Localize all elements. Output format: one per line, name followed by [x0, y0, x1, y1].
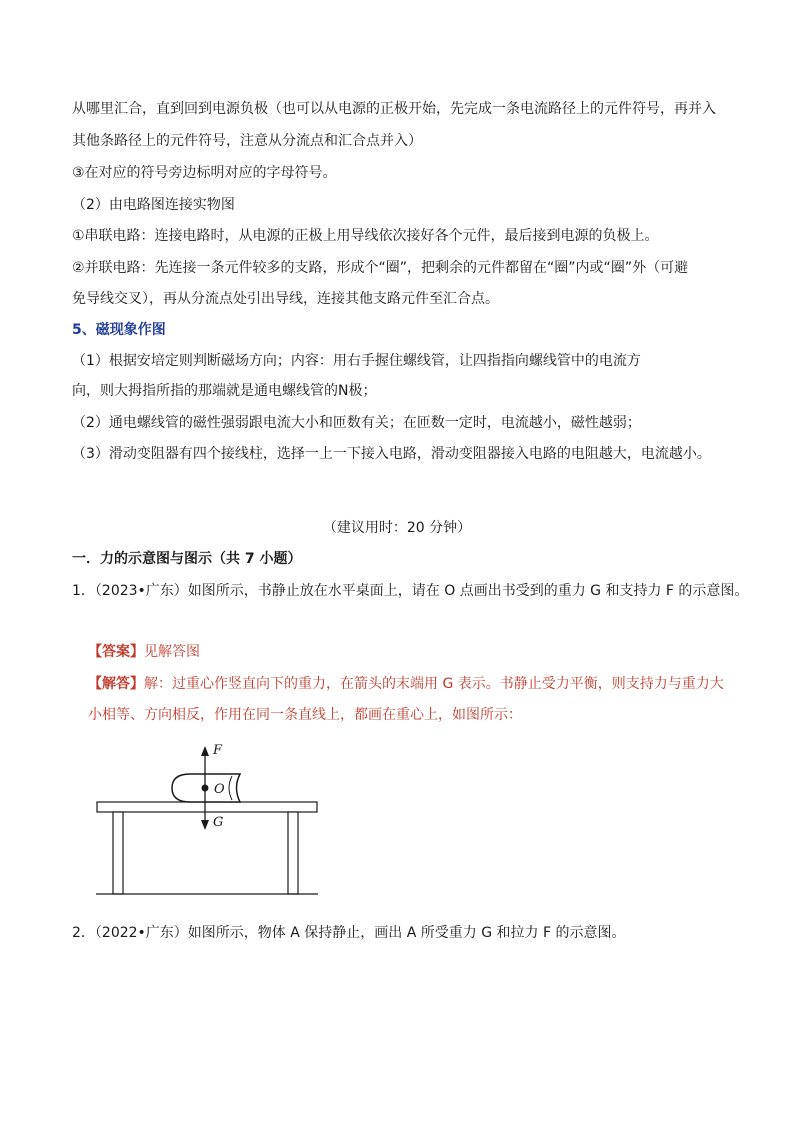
text-line-7: 免导线交叉），再从分流点处引出导线，连接其他支路元件至汇合点。 [72, 291, 499, 307]
text-line-5: ①串联电路：连接电路时，从电源的正极上用导线依次接好各个元件，最后接到电源的负极上。 [72, 228, 659, 244]
label-g: G [213, 815, 224, 830]
text-line-6: ②并联电路：先连接一条元件较多的支路，形成个“圈”，把剩余的元件都留在“圈”内或“圈”外（可避 [72, 260, 689, 276]
table-leg-right [288, 812, 298, 894]
question-1: 1．（2023•广东）如图所示，书静止放在水平桌面上，请在 O 点画出书受到的重力 G 和支持力 F 的示意图。 [72, 583, 749, 599]
table-leg-left [113, 812, 123, 894]
explain-line-1 [88, 674, 724, 694]
text-line-4: （2）由电路图连接实物图 [72, 197, 235, 213]
answer-line [88, 642, 200, 662]
magnetism-line-4: （3）滑动变阻器有四个接线柱，选择一上一下接入电路，滑动变阻器接入电路的电阻越大，电流越小。 [72, 446, 711, 462]
section-title: 一．力的示意图与图示（共 7 小题） [72, 551, 302, 567]
magnetism-line-1: （1）根据安培定则判断磁场方向；内容：用右手握住螺线管，让四指指向螺线管中的电流方 [72, 353, 641, 369]
explain-text-1: 解：过重心作竖直向下的重力，在箭头的末端用 G 表示。书静止受力平衡，则支持力与重力大 [144, 676, 724, 692]
gravity-arrowhead [201, 820, 209, 830]
answer-text: 见解答图 [144, 644, 200, 660]
text-line-3: ③在对应的符号旁边标明对应的字母符号。 [72, 165, 337, 181]
section-heading-magnetism: 5、磁现象作图 [72, 322, 166, 338]
explain-line-2: 小相等、方向相反，作用在同一条直线上，都画在重心上，如图所示： [88, 707, 522, 723]
label-f: F [213, 743, 223, 758]
center-of-gravity-point [202, 785, 209, 792]
table-top [97, 802, 317, 812]
support-force-arrowhead [201, 746, 209, 756]
label-o: O [214, 782, 225, 797]
explain-tag: 【解答】 [88, 676, 144, 692]
answer-tag: 【答案】 [88, 644, 144, 660]
magnetism-line-3: （2）通电螺线管的磁性强弱跟电流大小和匝数有关；在匝数一定时，电流越小，磁性越弱； [72, 415, 641, 431]
text-line-1: 从哪里汇合，直到回到电源负极（也可以从电源的正极开始，先完成一条电流路径上的元件符号，再并入 [72, 101, 716, 117]
text-line-2: 其他条路径上的元件符号，注意从分流点和汇合点并入） [72, 133, 422, 149]
force-diagram [90, 740, 330, 900]
magnetism-line-2: 向，则大拇指所指的那端就是通电螺线管的N极； [72, 383, 377, 399]
question-2: 2．（2022•广东）如图所示，物体 A 保持静止，画出 A 所受重力 G 和拉力 F 的示意图。 [72, 925, 626, 941]
suggested-time: （建议用时：20 分钟） [322, 520, 472, 536]
